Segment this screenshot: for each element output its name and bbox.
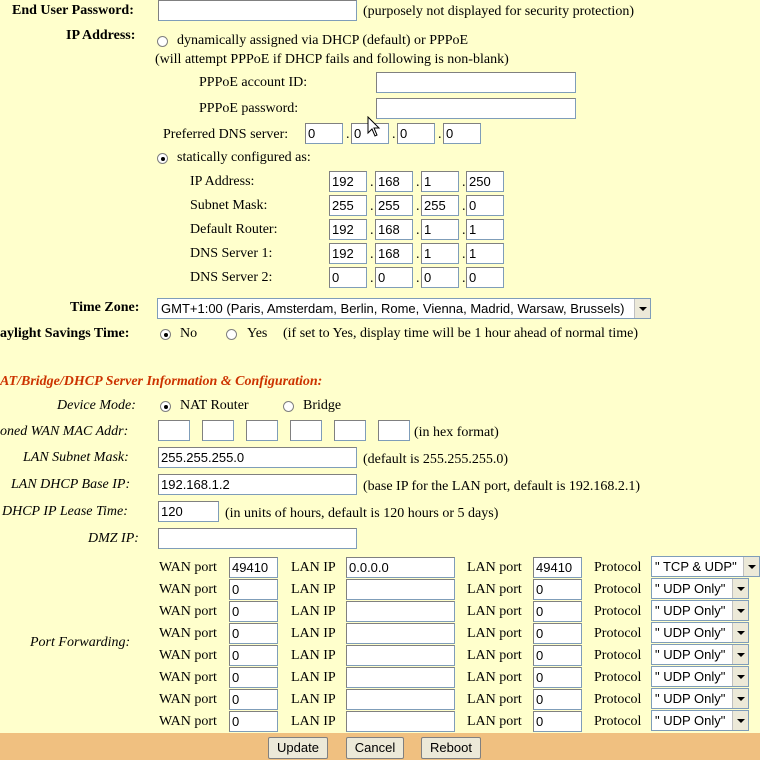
cloned-mac-octet-4[interactable]	[290, 420, 322, 441]
wan-port-input[interactable]	[229, 689, 278, 710]
static-field-octet-2[interactable]	[375, 171, 413, 192]
wan-port-input[interactable]	[229, 711, 278, 732]
dot: .	[462, 247, 466, 262]
lan-subnet-label: LAN Subnet Mask:	[23, 450, 129, 465]
static-field-octet-4[interactable]	[466, 195, 504, 216]
lan-ip-label: LAN IP	[291, 648, 336, 663]
protocol-select[interactable]	[651, 644, 749, 665]
wan-port-label: WAN port	[159, 714, 217, 729]
lan-port-label: LAN port	[467, 582, 522, 597]
lan-ip-label: LAN IP	[291, 692, 336, 707]
wan-port-label: WAN port	[159, 604, 217, 619]
lan-dhcp-base-label: LAN DHCP Base IP:	[11, 477, 131, 492]
lan-port-label: LAN port	[467, 626, 522, 641]
bridge-radio[interactable]	[283, 401, 294, 412]
preferred-dns-octet-3[interactable]	[397, 123, 435, 144]
protocol-value: " UDP Only"	[655, 713, 726, 728]
ip-address-label: IP Address:	[66, 28, 136, 43]
protocol-label: Protocol	[594, 670, 642, 685]
lan-ip-label: LAN IP	[291, 626, 336, 641]
lan-port-input[interactable]	[533, 645, 582, 666]
lan-port-input[interactable]	[533, 667, 582, 688]
nat-router-label: NAT Router	[180, 398, 249, 413]
nat-section-title: AT/Bridge/DHCP Server Information & Configuration:	[0, 374, 323, 389]
chevron-down-icon[interactable]	[743, 557, 759, 576]
chevron-down-icon[interactable]	[732, 601, 748, 620]
dot: .	[462, 271, 466, 286]
static-field-octet-1[interactable]	[329, 219, 367, 240]
protocol-select[interactable]	[651, 556, 760, 577]
dot: .	[370, 223, 374, 238]
dmz-ip-input[interactable]	[158, 528, 357, 549]
dhcp-option-label: dynamically assigned via DHCP (default) or PPPoE	[177, 33, 469, 48]
static-field-octet-3[interactable]	[421, 219, 459, 240]
lan-subnet-note: (default is 255.255.255.0)	[363, 452, 509, 467]
wan-port-label: WAN port	[159, 582, 217, 597]
port-forwarding-label: Port Forwarding:	[30, 635, 131, 650]
chevron-down-icon[interactable]	[732, 667, 748, 686]
static-field-label: DNS Server 1:	[190, 246, 273, 261]
static-field-octet-1[interactable]	[329, 195, 367, 216]
lan-ip-label: LAN IP	[291, 560, 336, 575]
protocol-label: Protocol	[594, 560, 642, 575]
lan-ip-label: LAN IP	[291, 714, 336, 729]
chevron-down-icon[interactable]	[732, 689, 748, 708]
lan-port-input[interactable]	[533, 689, 582, 710]
protocol-value: " UDP Only"	[655, 603, 726, 618]
preferred-dns-octet-4[interactable]	[443, 123, 481, 144]
dot: .	[370, 271, 374, 286]
dhcp-radio[interactable]	[157, 36, 168, 47]
lan-ip-input[interactable]	[346, 645, 455, 666]
protocol-value: " UDP Only"	[655, 669, 726, 684]
dot: .	[416, 271, 420, 286]
static-field-octet-2[interactable]	[375, 219, 413, 240]
protocol-value: " UDP Only"	[655, 581, 726, 596]
lan-ip-label: LAN IP	[291, 670, 336, 685]
lan-ip-input[interactable]	[346, 557, 455, 578]
protocol-select[interactable]	[651, 622, 749, 643]
static-field-octet-3[interactable]	[421, 195, 459, 216]
lan-port-input[interactable]	[533, 601, 582, 622]
reboot-button[interactable]: Reboot	[421, 737, 481, 759]
wan-port-label: WAN port	[159, 692, 217, 707]
wan-port-input[interactable]	[229, 601, 278, 622]
cloned-mac-octet-2[interactable]	[202, 420, 234, 441]
dot: .	[462, 199, 466, 214]
static-field-octet-3[interactable]	[421, 243, 459, 264]
cloned-mac-octet-3[interactable]	[246, 420, 278, 441]
wan-port-input[interactable]	[229, 667, 278, 688]
time-zone-label: Time Zone:	[70, 300, 140, 315]
end-user-password-input[interactable]	[158, 0, 357, 21]
lan-port-label: LAN port	[467, 670, 522, 685]
static-field-octet-2[interactable]	[375, 243, 413, 264]
static-field-label: DNS Server 2:	[190, 270, 273, 285]
protocol-label: Protocol	[594, 714, 642, 729]
daylight-yes-label: Yes	[247, 326, 268, 341]
dot: .	[438, 127, 442, 142]
pppoe-account-input[interactable]	[376, 72, 576, 93]
dot: .	[462, 223, 466, 238]
protocol-value: " TCP & UDP"	[655, 559, 737, 574]
lease-time-input[interactable]	[158, 501, 219, 522]
wan-port-label: WAN port	[159, 560, 217, 575]
static-field-octet-3[interactable]	[421, 171, 459, 192]
static-field-octet-1[interactable]	[329, 267, 367, 288]
protocol-select[interactable]	[651, 666, 749, 687]
static-field-octet-4[interactable]	[466, 171, 504, 192]
static-field-octet-4[interactable]	[466, 219, 504, 240]
static-field-octet-4[interactable]	[466, 243, 504, 264]
cloned-mac-octet-5[interactable]	[334, 420, 366, 441]
lan-ip-input[interactable]	[346, 601, 455, 622]
end-user-password-label: End User Password:	[12, 3, 134, 18]
lan-port-input[interactable]	[533, 623, 582, 644]
static-field-octet-2[interactable]	[375, 195, 413, 216]
lan-port-label: LAN port	[467, 714, 522, 729]
protocol-label: Protocol	[594, 604, 642, 619]
lease-time-note: (in units of hours, default is 120 hours or 5 days)	[225, 506, 499, 521]
lan-ip-label: LAN IP	[291, 582, 336, 597]
static-option-label: statically configured as:	[177, 150, 311, 165]
dot: .	[346, 127, 350, 142]
daylight-yes-radio[interactable]	[226, 329, 237, 340]
daylight-no-label: No	[180, 326, 198, 341]
dmz-ip-label: DMZ IP:	[88, 531, 139, 546]
wan-port-input[interactable]	[229, 623, 278, 644]
lan-port-input[interactable]	[533, 711, 582, 732]
protocol-label: Protocol	[594, 626, 642, 641]
dot: .	[370, 175, 374, 190]
dot: .	[416, 247, 420, 262]
pppoe-note: (will attempt PPPoE if DHCP fails and following is non-blank)	[155, 52, 509, 67]
chevron-down-icon[interactable]	[732, 711, 748, 730]
lan-dhcp-base-input[interactable]	[158, 474, 357, 495]
lan-subnet-input[interactable]	[158, 447, 357, 468]
wan-port-input[interactable]	[229, 557, 278, 578]
end-user-password-note: (purposely not displayed for security protection)	[363, 4, 634, 19]
daylight-savings-label: aylight Savings Time:	[0, 326, 130, 341]
protocol-select[interactable]	[651, 578, 749, 599]
lan-ip-input[interactable]	[346, 711, 455, 732]
wan-port-label: WAN port	[159, 626, 217, 641]
update-button[interactable]: Update	[268, 737, 328, 759]
protocol-label: Protocol	[594, 582, 642, 597]
pppoe-password-input[interactable]	[376, 98, 576, 119]
time-zone-select[interactable]	[157, 298, 651, 319]
pppoe-password-label: PPPoE password:	[199, 101, 299, 116]
protocol-select[interactable]	[651, 688, 749, 709]
static-field-label: IP Address:	[190, 174, 255, 189]
static-field-label: Subnet Mask:	[190, 198, 268, 213]
nat-router-radio[interactable]	[160, 401, 171, 412]
dot: .	[370, 247, 374, 262]
lan-port-label: LAN port	[467, 604, 522, 619]
static-field-octet-1[interactable]	[329, 171, 367, 192]
protocol-value: " UDP Only"	[655, 625, 726, 640]
daylight-note: (if set to Yes, display time will be 1 hour ahead of normal time)	[283, 326, 638, 341]
cancel-button[interactable]: Cancel	[346, 737, 404, 759]
protocol-value: " UDP Only"	[655, 647, 726, 662]
bridge-label: Bridge	[303, 398, 342, 413]
static-field-octet-2[interactable]	[375, 267, 413, 288]
lan-port-input[interactable]	[533, 579, 582, 600]
lan-ip-input[interactable]	[346, 623, 455, 644]
time-zone-value: GMT+1:00 (Paris, Amsterdam, Berlin, Rome, Vienna, Madrid, Warsaw, Brussels)	[161, 301, 625, 316]
protocol-select[interactable]	[651, 710, 749, 731]
chevron-down-icon[interactable]	[732, 579, 748, 598]
cloned-mac-octet-1[interactable]	[158, 420, 190, 441]
dot: .	[370, 199, 374, 214]
static-field-octet-4[interactable]	[466, 267, 504, 288]
protocol-value: " UDP Only"	[655, 691, 726, 706]
chevron-down-icon[interactable]	[732, 623, 748, 642]
static-field-octet-1[interactable]	[329, 243, 367, 264]
cloned-mac-note: (in hex format)	[414, 425, 499, 440]
lease-time-label: DHCP IP Lease Time:	[2, 504, 128, 519]
cloned-mac-label: oned WAN MAC Addr:	[0, 424, 129, 439]
static-radio[interactable]	[157, 153, 168, 164]
dot: .	[462, 175, 466, 190]
lan-dhcp-base-note: (base IP for the LAN port, default is 192.168.2.1)	[363, 479, 641, 494]
pppoe-account-label: PPPoE account ID:	[199, 75, 308, 90]
protocol-select[interactable]	[651, 600, 749, 621]
protocol-label: Protocol	[594, 648, 642, 663]
protocol-label: Protocol	[594, 692, 642, 707]
wan-port-label: WAN port	[159, 670, 217, 685]
lan-ip-input[interactable]	[346, 689, 455, 710]
dot: .	[392, 127, 396, 142]
wan-port-input[interactable]	[229, 645, 278, 666]
static-field-octet-3[interactable]	[421, 267, 459, 288]
dot: .	[416, 175, 420, 190]
preferred-dns-octet-1[interactable]	[305, 123, 343, 144]
dot: .	[416, 223, 420, 238]
lan-ip-input[interactable]	[346, 667, 455, 688]
chevron-down-icon[interactable]	[634, 299, 650, 318]
lan-port-input[interactable]	[533, 557, 582, 578]
lan-port-label: LAN port	[467, 560, 522, 575]
wan-port-label: WAN port	[159, 648, 217, 663]
wan-port-input[interactable]	[229, 579, 278, 600]
lan-ip-label: LAN IP	[291, 604, 336, 619]
static-field-label: Default Router:	[190, 222, 278, 237]
lan-port-label: LAN port	[467, 648, 522, 663]
mouse-cursor-icon	[367, 116, 381, 138]
daylight-no-radio[interactable]	[160, 329, 171, 340]
lan-port-label: LAN port	[467, 692, 522, 707]
lan-ip-input[interactable]	[346, 579, 455, 600]
preferred-dns-label: Preferred DNS server:	[163, 127, 289, 142]
chevron-down-icon[interactable]	[732, 645, 748, 664]
cloned-mac-octet-6[interactable]	[378, 420, 410, 441]
dot: .	[416, 199, 420, 214]
device-mode-label: Device Mode:	[57, 398, 136, 413]
